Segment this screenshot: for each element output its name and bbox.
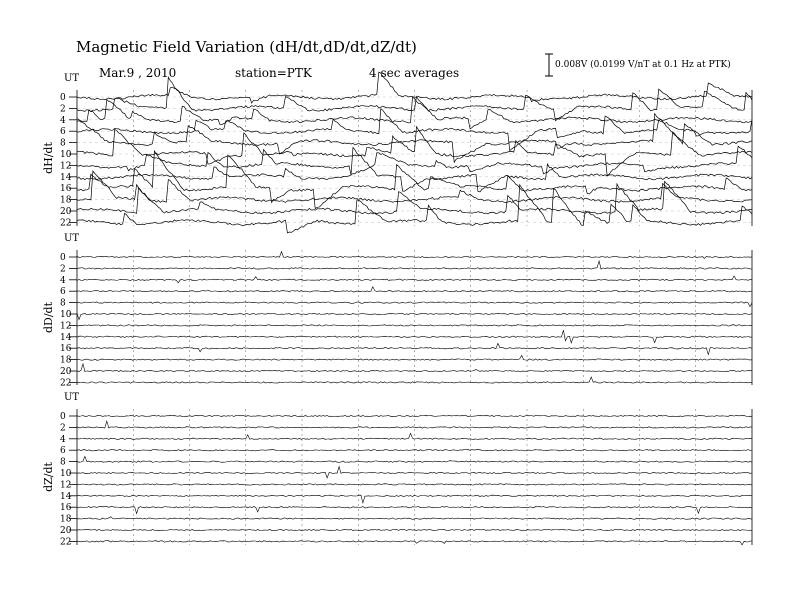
trace-line [77,325,752,326]
trace-label: 0 [60,93,66,103]
trace-label: 22 [60,537,72,548]
scale-label: 0.008V (0.0199 V/nT at 0.1 Hz at PTK) [555,60,731,70]
trace-label: 18 [60,355,72,366]
trace-label: 2 [60,264,66,275]
trace-line [77,517,752,520]
ut-label: UT [64,233,80,244]
trace-label: 18 [60,195,72,206]
trace-label: 16 [60,503,72,514]
trace-label: 2 [60,104,66,115]
ut-label: UT [64,392,80,403]
station-label: station=PTK [235,66,312,80]
trace-label: 20 [60,526,72,536]
trace-label: 14 [60,491,72,502]
panel-dddt [42,233,752,388]
trace-label: 4 [60,115,66,126]
trace-line [77,97,752,128]
trace-line [77,343,752,354]
trace-label: 0 [60,253,66,263]
trace-label: 10 [60,310,72,320]
ut-label: UT [64,73,80,84]
trace-label: 22 [60,378,72,389]
trace-label: 14 [60,332,72,343]
trace-label: 18 [60,514,72,525]
trace-label: 8 [60,457,66,468]
chart-title: Magnetic Field Variation (dH/dt,dD/dt,dZ/dt) [76,38,417,56]
trace-label: 20 [60,207,72,217]
trace-line [77,467,752,478]
trace-label: 16 [60,344,72,355]
date-label: Mar.9 , 2010 [99,66,177,80]
trace-label: 10 [60,150,72,160]
trace-label: 12 [60,480,72,491]
scale-bar [545,54,553,76]
trace-label: 22 [60,218,72,229]
trace-label: 8 [60,298,66,309]
panel-dzdt [42,392,752,547]
trace-label: 0 [60,412,66,422]
panel-ylabel: dH/dt [42,142,55,174]
trace-label: 4 [60,434,66,445]
trace-label: 10 [60,469,72,479]
trace-label: 6 [60,446,66,457]
panel-ylabel: dD/dt [42,301,55,334]
averaging-label: 4 sec averages [369,66,460,80]
panel-dhdt [42,72,752,233]
trace-line [77,127,752,176]
trace-label: 6 [60,287,66,298]
trace-label: 2 [60,423,66,434]
trace-label: 12 [60,321,72,332]
trace-label: 8 [60,138,66,149]
trace-label: 6 [60,127,66,138]
trace-label: 12 [60,161,72,172]
panel-ylabel: dZ/dt [42,462,55,492]
trace-label: 20 [60,367,72,377]
trace-label: 14 [60,172,72,183]
trace-label: 16 [60,184,72,195]
trace-label: 4 [60,275,66,286]
